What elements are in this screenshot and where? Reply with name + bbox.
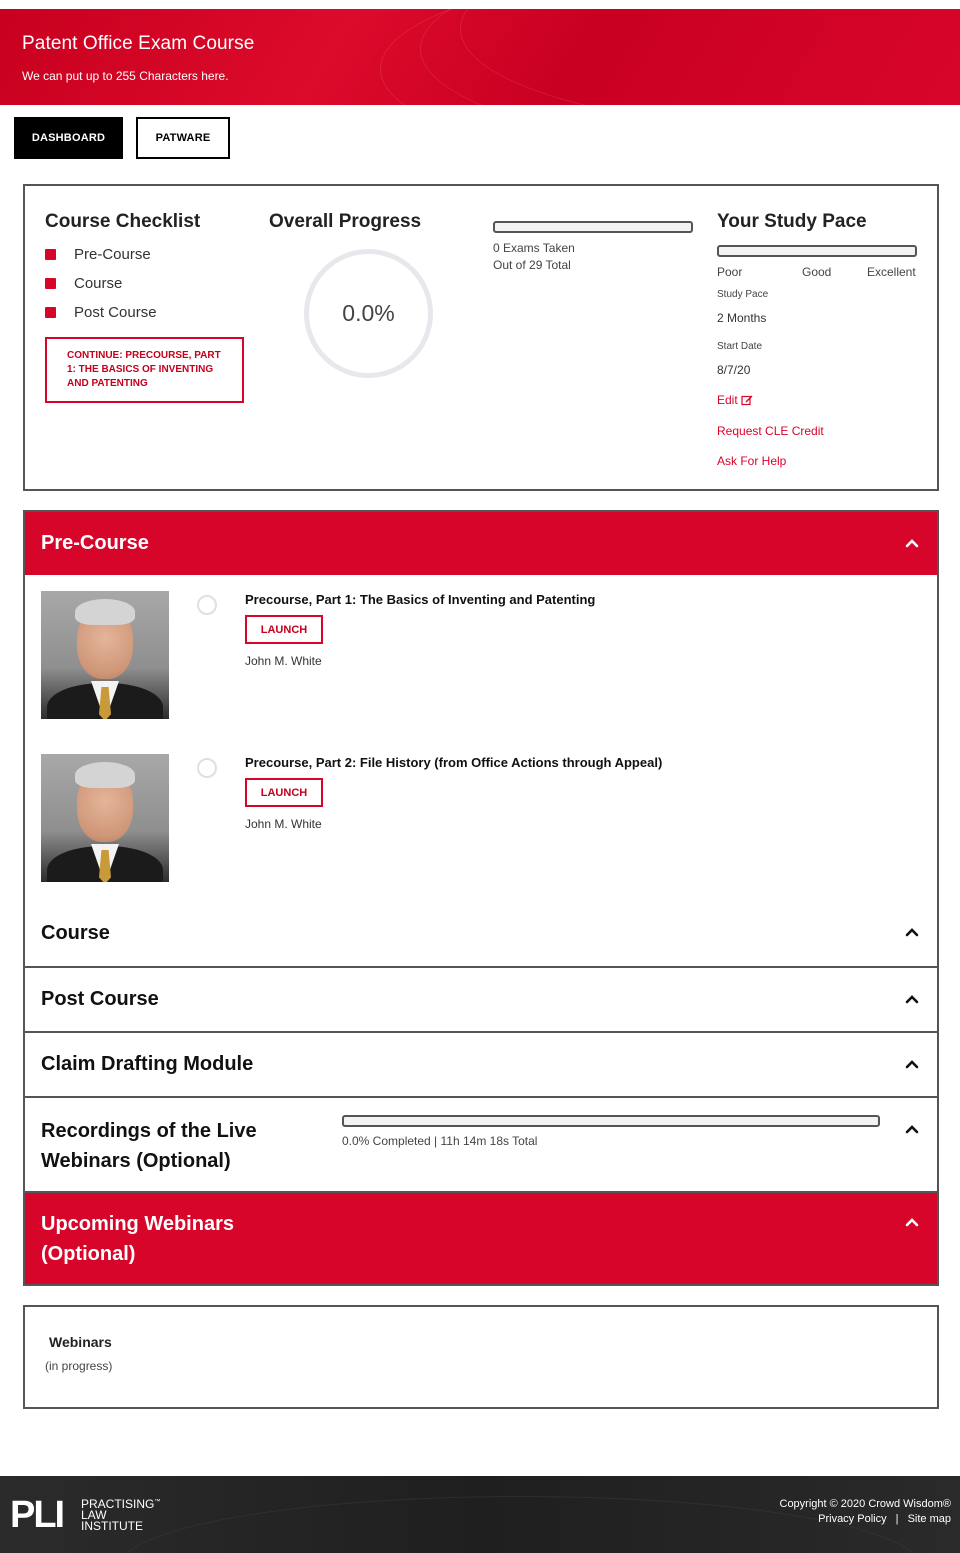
launch-button[interactable]: LAUNCH	[245, 778, 323, 807]
checklist-item-post-course[interactable]	[45, 304, 157, 321]
logo-trademark: ™	[154, 1499, 161, 1505]
section-recordings	[23, 1096, 939, 1193]
chevron-up-icon[interactable]	[905, 536, 919, 550]
lesson-item	[23, 738, 939, 903]
pli-logo[interactable]: PLI	[10, 1494, 64, 1536]
section-precourse	[23, 510, 939, 577]
pace-scale-excellent: Excellent	[867, 265, 916, 279]
edit-link[interactable]	[717, 393, 753, 407]
tab-dashboard[interactable]: DASHBOARD	[14, 117, 123, 159]
checklist-status-icon	[45, 249, 56, 260]
section-header-post-course[interactable]	[25, 968, 937, 1031]
section-header-recordings[interactable]	[25, 1098, 937, 1191]
section-course	[23, 901, 939, 968]
footer	[0, 1476, 960, 1553]
checklist-item-label: Pre-Course	[74, 246, 151, 263]
study-pace-label: Study Pace	[717, 289, 769, 300]
privacy-policy-link[interactable]: Privacy Policy	[818, 1513, 887, 1525]
chevron-up-icon[interactable]	[905, 1122, 919, 1136]
section-title	[41, 1209, 234, 1269]
section-upcoming-webinars	[23, 1191, 939, 1286]
webinars-title: Webinars	[49, 1334, 112, 1350]
pli-logo-text	[81, 1497, 160, 1532]
top-strip	[0, 0, 960, 9]
logo-line: LAW	[81, 1508, 107, 1522]
start-date-value: 8/7/20	[717, 363, 751, 377]
instructor-photo	[41, 754, 169, 882]
overall-progress-title: Overall Progress	[269, 211, 422, 232]
checklist-title: Course Checklist	[45, 211, 201, 232]
page-subtitle: We can put up to 255 Characters here.	[22, 69, 229, 83]
recordings-status: 0.0% Completed | 11h 14m 18s Total	[342, 1134, 538, 1148]
site-map-link[interactable]: Site map	[907, 1513, 951, 1525]
section-title: Post Course	[41, 988, 159, 1010]
logo-line: PRACTISING	[81, 1497, 155, 1511]
progress-percent: 0.0%	[342, 300, 395, 326]
instructor-name: John M. White	[245, 654, 322, 668]
checklist-item-course[interactable]	[45, 275, 122, 292]
banner-decoration	[460, 9, 960, 105]
section-header-claim-drafting[interactable]	[25, 1033, 937, 1096]
page-title: Patent Office Exam Course	[22, 33, 255, 54]
checklist-status-icon	[45, 307, 56, 318]
edit-icon	[741, 394, 753, 406]
section-header-precourse[interactable]	[25, 512, 937, 575]
section-claim-drafting	[23, 1031, 939, 1098]
lesson-title: Precourse, Part 2: File History (from Office Actions through Appeal)	[245, 755, 663, 770]
lesson-complete-radio[interactable]	[197, 595, 217, 615]
logo-line: INSTITUTE	[81, 1519, 143, 1533]
exams-taken: 0 Exams Taken	[493, 241, 575, 255]
webinars-panel	[23, 1305, 939, 1409]
footer-links	[818, 1513, 951, 1525]
checklist-item-label: Post Course	[74, 304, 157, 321]
copyright: Copyright © 2020 Crowd Wisdom®	[779, 1498, 951, 1510]
edit-link-label: Edit	[717, 393, 738, 407]
lesson-title: Precourse, Part 1: The Basics of Inventing and Patenting	[245, 592, 596, 607]
study-pace-title: Your Study Pace	[717, 211, 867, 232]
pace-scale-good: Good	[802, 265, 832, 279]
continue-button[interactable]: CONTINUE: PRECOURSE, PART 1: THE BASICS OF INVENTING AND PATENTING	[45, 337, 244, 403]
chevron-up-icon[interactable]	[905, 1057, 919, 1071]
section-title: Claim Drafting Module	[41, 1053, 254, 1075]
instructor-name: John M. White	[245, 817, 322, 831]
checklist-status-icon	[45, 278, 56, 289]
course-summary-panel	[23, 184, 939, 491]
footer-separator: |	[895, 1513, 899, 1525]
launch-button[interactable]: LAUNCH	[245, 615, 323, 644]
exams-progress-bar	[493, 221, 693, 233]
section-title: Pre-Course	[41, 532, 149, 554]
instructor-photo	[41, 591, 169, 719]
checklist-item-precourse[interactable]	[45, 246, 151, 263]
request-cle-link[interactable]: Request CLE Credit	[717, 424, 824, 438]
chevron-up-icon[interactable]	[905, 1215, 919, 1229]
lesson-complete-radio[interactable]	[197, 758, 217, 778]
progress-ring	[304, 249, 433, 378]
checklist-item-label: Course	[74, 275, 123, 292]
section-title-line: Recordings of the Live	[41, 1120, 257, 1142]
header-banner	[0, 9, 960, 105]
section-post-course	[23, 966, 939, 1033]
recordings-progress-bar	[342, 1115, 880, 1127]
lesson-item	[23, 575, 939, 740]
section-title-line: Upcoming Webinars	[41, 1213, 234, 1235]
chevron-up-icon[interactable]	[905, 992, 919, 1006]
pace-scale-poor: Poor	[717, 265, 743, 279]
ask-help-link[interactable]: Ask For Help	[717, 454, 787, 468]
study-pace-bar	[717, 245, 917, 257]
study-pace-value: 2 Months	[717, 311, 767, 325]
section-title	[41, 1116, 257, 1176]
exams-total: Out of 29 Total	[493, 258, 571, 272]
section-header-upcoming-webinars[interactable]	[25, 1193, 937, 1284]
webinars-status: (in progress)	[45, 1359, 113, 1373]
start-date-label: Start Date	[717, 341, 763, 352]
section-title-line: (Optional)	[41, 1243, 136, 1265]
section-title: Course	[41, 922, 110, 944]
chevron-up-icon[interactable]	[905, 925, 919, 939]
tab-patware[interactable]: PATWARE	[136, 117, 230, 159]
section-header-course[interactable]	[25, 901, 937, 966]
section-title-line: Webinars (Optional)	[41, 1150, 231, 1172]
